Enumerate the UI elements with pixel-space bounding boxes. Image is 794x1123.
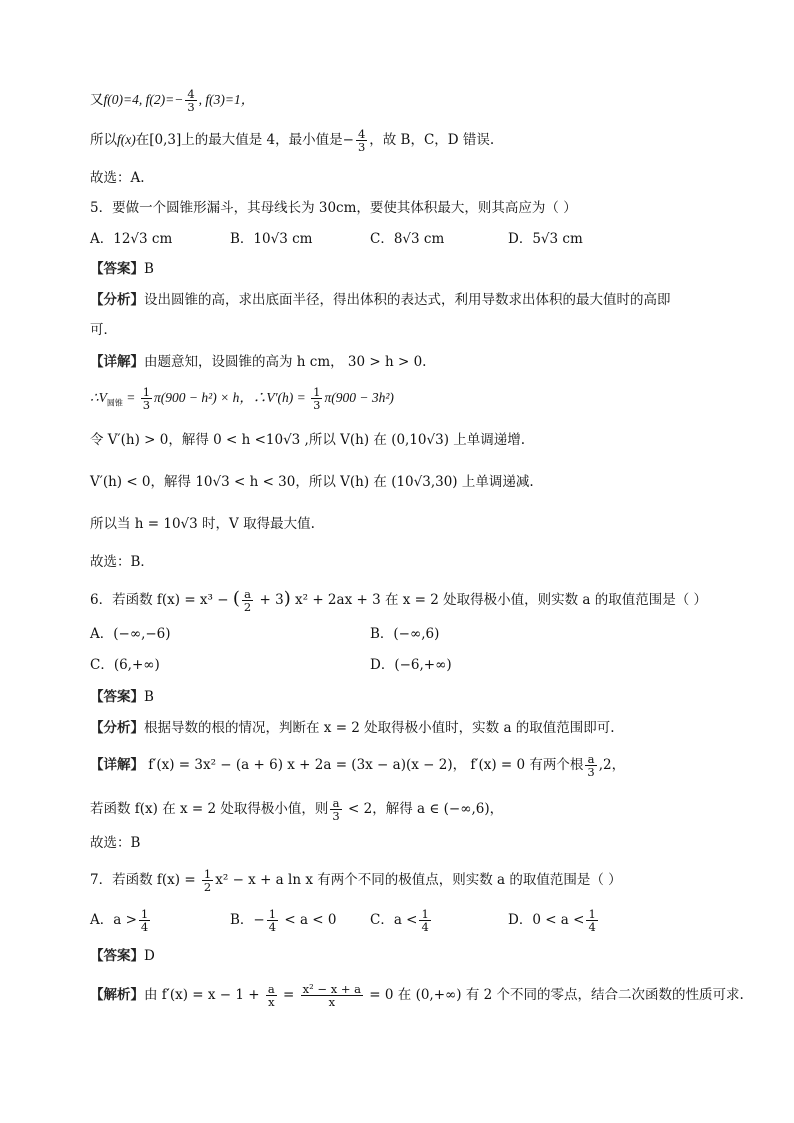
- line-text: ，故 B，C，D 错误.: [369, 132, 495, 148]
- q6-detail-cont: [90, 797, 503, 822]
- answer-value: B: [144, 261, 154, 277]
- fraction: [139, 908, 150, 933]
- analysis-tag: 【分析】: [90, 292, 144, 308]
- analysis-tag: 【分析】: [90, 720, 144, 736]
- frac-num: 4: [357, 127, 366, 141]
- solution-text: = 0 在 (0,+∞) 有 2 个不同的零点，结合二次函数的性质可求.: [365, 987, 744, 1003]
- frac-den: 2: [203, 880, 212, 894]
- line-text: 在[0,3]上的最大值是 4，最小值是−: [135, 132, 354, 148]
- subscript: 圆锥: [106, 398, 123, 408]
- frac-num: 1: [268, 907, 277, 921]
- frac-num: 1: [588, 907, 596, 921]
- frac-den: 3: [142, 398, 151, 412]
- q5-answer: [90, 259, 154, 279]
- q5-analysis: [90, 290, 671, 310]
- fraction: [330, 797, 341, 822]
- option-text: B．−: [230, 912, 265, 928]
- math-expr: =: [122, 390, 139, 405]
- fraction: [301, 983, 363, 1008]
- detail-text: < 2，解得 a ∈ (−∞,6)，: [343, 801, 504, 817]
- detail-text: 若函数 f(x) 在 x = 2 处取得极小值，则: [90, 801, 329, 817]
- stem-text: 7．若函数 f(x) =: [90, 872, 200, 888]
- q5-max: 所以当 h = 10√3 时，V 取得最大值.: [90, 516, 315, 532]
- detail-text: f′(x) = 3x² − (a + 6) x + 2a = (3x − a)(x − 2)， f′(x) = 0 有两个根: [144, 757, 584, 773]
- frac-num: x² − x + a: [302, 982, 361, 996]
- stem-text: x² − x + a ln x 有两个不同的极值点，则实数 a 的取值范围是（ ）: [215, 872, 622, 888]
- q5-option-b: B．10√3 cm: [230, 231, 313, 247]
- q5-detail: [90, 352, 426, 372]
- fraction: [242, 588, 253, 613]
- text-line: [90, 88, 254, 113]
- frac-den: 3: [313, 398, 321, 412]
- q6-option-b: B．(−∞,6): [370, 626, 440, 642]
- answer-tag: 【答案】: [90, 689, 144, 705]
- math-expr: f(x): [117, 132, 136, 147]
- fraction: [311, 386, 322, 411]
- q5-decrease: V′(h) < 0，解得 10√3 < h < 30，所以 V(h) 在 (10√3,30) 上单调递减.: [90, 474, 534, 490]
- choose-line: 故选：A.: [90, 170, 145, 186]
- frac-num: 4: [187, 87, 195, 101]
- q7-solution: [90, 983, 744, 1008]
- frac-den: x: [328, 995, 336, 1009]
- q6-detail: [90, 753, 625, 778]
- fraction: [185, 88, 196, 113]
- answer-value: D: [144, 948, 155, 964]
- q7-option-b: [230, 908, 337, 933]
- q6-option-a: A．(−∞,−6): [90, 626, 171, 642]
- option-text: C．a <: [370, 912, 418, 928]
- detail-tag: 【详解】: [90, 354, 144, 370]
- q5-option-d: D．5√3 cm: [508, 231, 583, 247]
- frac-den: 4: [421, 920, 429, 934]
- solution-text: =: [278, 987, 299, 1003]
- analysis-text: 根据导数的根的情况，判断在 x = 2 处取得极小值时，实数 a 的取值范围即可.: [144, 720, 615, 736]
- frac-den: x: [268, 995, 275, 1009]
- fraction: [419, 908, 430, 933]
- math-expr: ∴V: [90, 390, 107, 405]
- fraction: [356, 128, 367, 153]
- answer-value: B: [144, 689, 154, 705]
- frac-den: 4: [588, 920, 596, 934]
- detail-text: ,2，: [598, 757, 626, 773]
- line-text: 所以: [90, 132, 117, 148]
- q5-choose: 故选：B．: [90, 554, 154, 570]
- text-line: [90, 128, 494, 153]
- frac-den: 4: [140, 920, 149, 934]
- fraction: [267, 908, 278, 933]
- fraction: [586, 908, 597, 933]
- detail-text: 由题意知，设圆锥的高为 h cm， 30 > h > 0.: [144, 354, 427, 370]
- math-expr: , f(3)=1，: [198, 92, 255, 107]
- frac-den: 3: [332, 809, 340, 823]
- frac-num: a: [330, 797, 341, 810]
- q6-analysis: [90, 718, 615, 738]
- frac-num: a: [267, 982, 275, 996]
- fraction: [585, 753, 596, 778]
- q6-answer: [90, 687, 154, 707]
- q7-option-d: [508, 908, 600, 933]
- frac-den: 3: [187, 100, 195, 114]
- frac-num: a: [585, 753, 596, 766]
- frac-den: 4: [268, 920, 277, 934]
- fraction: [266, 983, 277, 1008]
- q7-answer: [90, 946, 155, 966]
- q6-option-d: D．(−6,+∞): [370, 657, 452, 673]
- frac-num: 1: [421, 907, 429, 921]
- q5-option-c: C．8√3 cm: [370, 231, 445, 247]
- q6-option-c: C．(6,+∞): [90, 657, 160, 673]
- frac-num: 1: [313, 385, 321, 399]
- solution-text: 由 f′(x) = x − 1 +: [144, 987, 264, 1003]
- solution-tag: 【解析】: [90, 987, 144, 1003]
- math-expr: π(900 − 3h²): [324, 390, 394, 405]
- option-text: D．0 < a <: [508, 912, 585, 928]
- frac-num: 1: [140, 907, 149, 921]
- q6-choose: 故选：B: [90, 835, 141, 851]
- detail-tag: 【详解】: [90, 757, 144, 773]
- stem-text: + 3: [255, 592, 284, 608]
- math-expr: π(900 − h²) × h，∴V′(h) =: [154, 390, 310, 405]
- frac-num: 1: [203, 867, 212, 881]
- q5-increase: 令 V′(h) > 0，解得 0 < h <10√3 ,所以 V(h) 在 (0,10√3) 上单调递增.: [90, 432, 526, 448]
- frac-den: 3: [587, 765, 595, 779]
- option-text: A．a >: [90, 912, 137, 928]
- frac-num: a: [242, 588, 253, 601]
- line-text: 又: [90, 92, 104, 108]
- question-6-stem: 6．若函数 f(x) = x³ − ( $\frac{a}{2}$ + 3) x² + 2ax + 3 在 x = 2 处取得极小值，则实数 a 的取值范围是（ ）: [90, 587, 708, 614]
- math-expr: f(0)=4, f(2)=−: [103, 92, 184, 107]
- frac-num: 1: [142, 385, 151, 399]
- stem-text: 6．若函数 f(x) = x³ −: [90, 592, 233, 608]
- stem-text: x² + 2ax + 3 在 x = 2 处取得极小值，则实数 a 的取值范围是（ ）: [290, 592, 708, 608]
- option-text: < a < 0: [280, 912, 337, 928]
- question-5-stem: 5．要做一个圆锥形漏斗，其母线长为 30cm，要使其体积最大，则其高应为（ ）: [90, 200, 577, 216]
- q5-volume-formula: [90, 386, 394, 414]
- q5-analysis-cont: 可．: [90, 322, 117, 338]
- frac-den: 2: [243, 600, 252, 614]
- answer-tag: 【答案】: [90, 948, 144, 964]
- q5-option-a: A．12√3 cm: [90, 231, 173, 247]
- answer-tag: 【答案】: [90, 261, 144, 277]
- question-7-stem: [90, 868, 622, 893]
- frac-den: 3: [357, 140, 366, 154]
- analysis-text: 设出圆锥的高，求出底面半径，得出体积的表达式，利用导数求出体积的最大值时的高即: [144, 292, 671, 308]
- q7-option-a: [90, 908, 152, 933]
- q7-option-c: [370, 908, 433, 933]
- fraction: [141, 386, 152, 411]
- fraction: [202, 868, 213, 893]
